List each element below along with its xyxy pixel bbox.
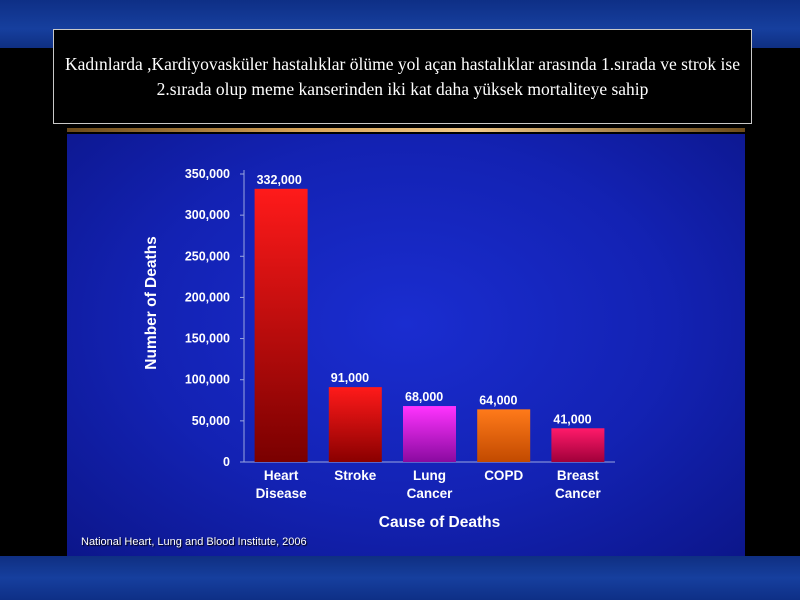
x-tick-label: Breast xyxy=(556,468,599,483)
title-box xyxy=(53,29,752,124)
chart-panel xyxy=(67,134,745,556)
x-tick-label: Heart xyxy=(263,468,299,483)
bar xyxy=(403,406,456,462)
bar-data-label: 332,000 xyxy=(256,172,302,187)
gold-divider xyxy=(67,128,745,132)
y-tick-label: 200,000 xyxy=(184,290,230,305)
x-tick-label: COPD xyxy=(484,468,524,483)
source-citation: National Heart, Lung and Blood Institute, 2006 xyxy=(81,536,307,548)
y-axis-title: Number of Deaths xyxy=(143,236,160,370)
y-tick-label: 100,000 xyxy=(184,372,230,387)
bar xyxy=(255,189,308,462)
y-tick-label: 0 xyxy=(223,455,230,469)
x-tick-label: Disease xyxy=(255,486,307,501)
bottom-banner xyxy=(0,556,800,600)
bar xyxy=(551,428,604,462)
x-tick-label: Cancer xyxy=(555,486,601,501)
bar xyxy=(329,387,382,462)
y-tick-label: 250,000 xyxy=(184,249,230,264)
x-tick-label: Cancer xyxy=(406,486,453,501)
bar-data-label: 41,000 xyxy=(553,412,592,427)
x-tick-label: Lung xyxy=(413,468,446,483)
bar-chart xyxy=(67,134,745,556)
y-tick-label: 150,000 xyxy=(184,331,230,346)
slide-title: Kadınlarda ,Kardiyovasküler hastalıklar ölüme yol açan hastalıklar arasında 1.sırada ve strok ise 2.sırada olup meme kanserinden iki kat daha yüksek mortaliteye sahip xyxy=(65,53,740,99)
x-tick-label: Stroke xyxy=(334,468,377,483)
bar-data-label: 64,000 xyxy=(479,393,518,408)
y-tick-label: 350,000 xyxy=(184,167,230,181)
y-tick-label: 300,000 xyxy=(184,208,230,223)
bar-data-label: 91,000 xyxy=(330,371,370,386)
x-axis-title: Cause of Deaths xyxy=(378,514,501,531)
bar xyxy=(477,409,530,462)
bar-data-label: 68,000 xyxy=(405,390,444,405)
y-tick-label: 50,000 xyxy=(191,413,230,428)
